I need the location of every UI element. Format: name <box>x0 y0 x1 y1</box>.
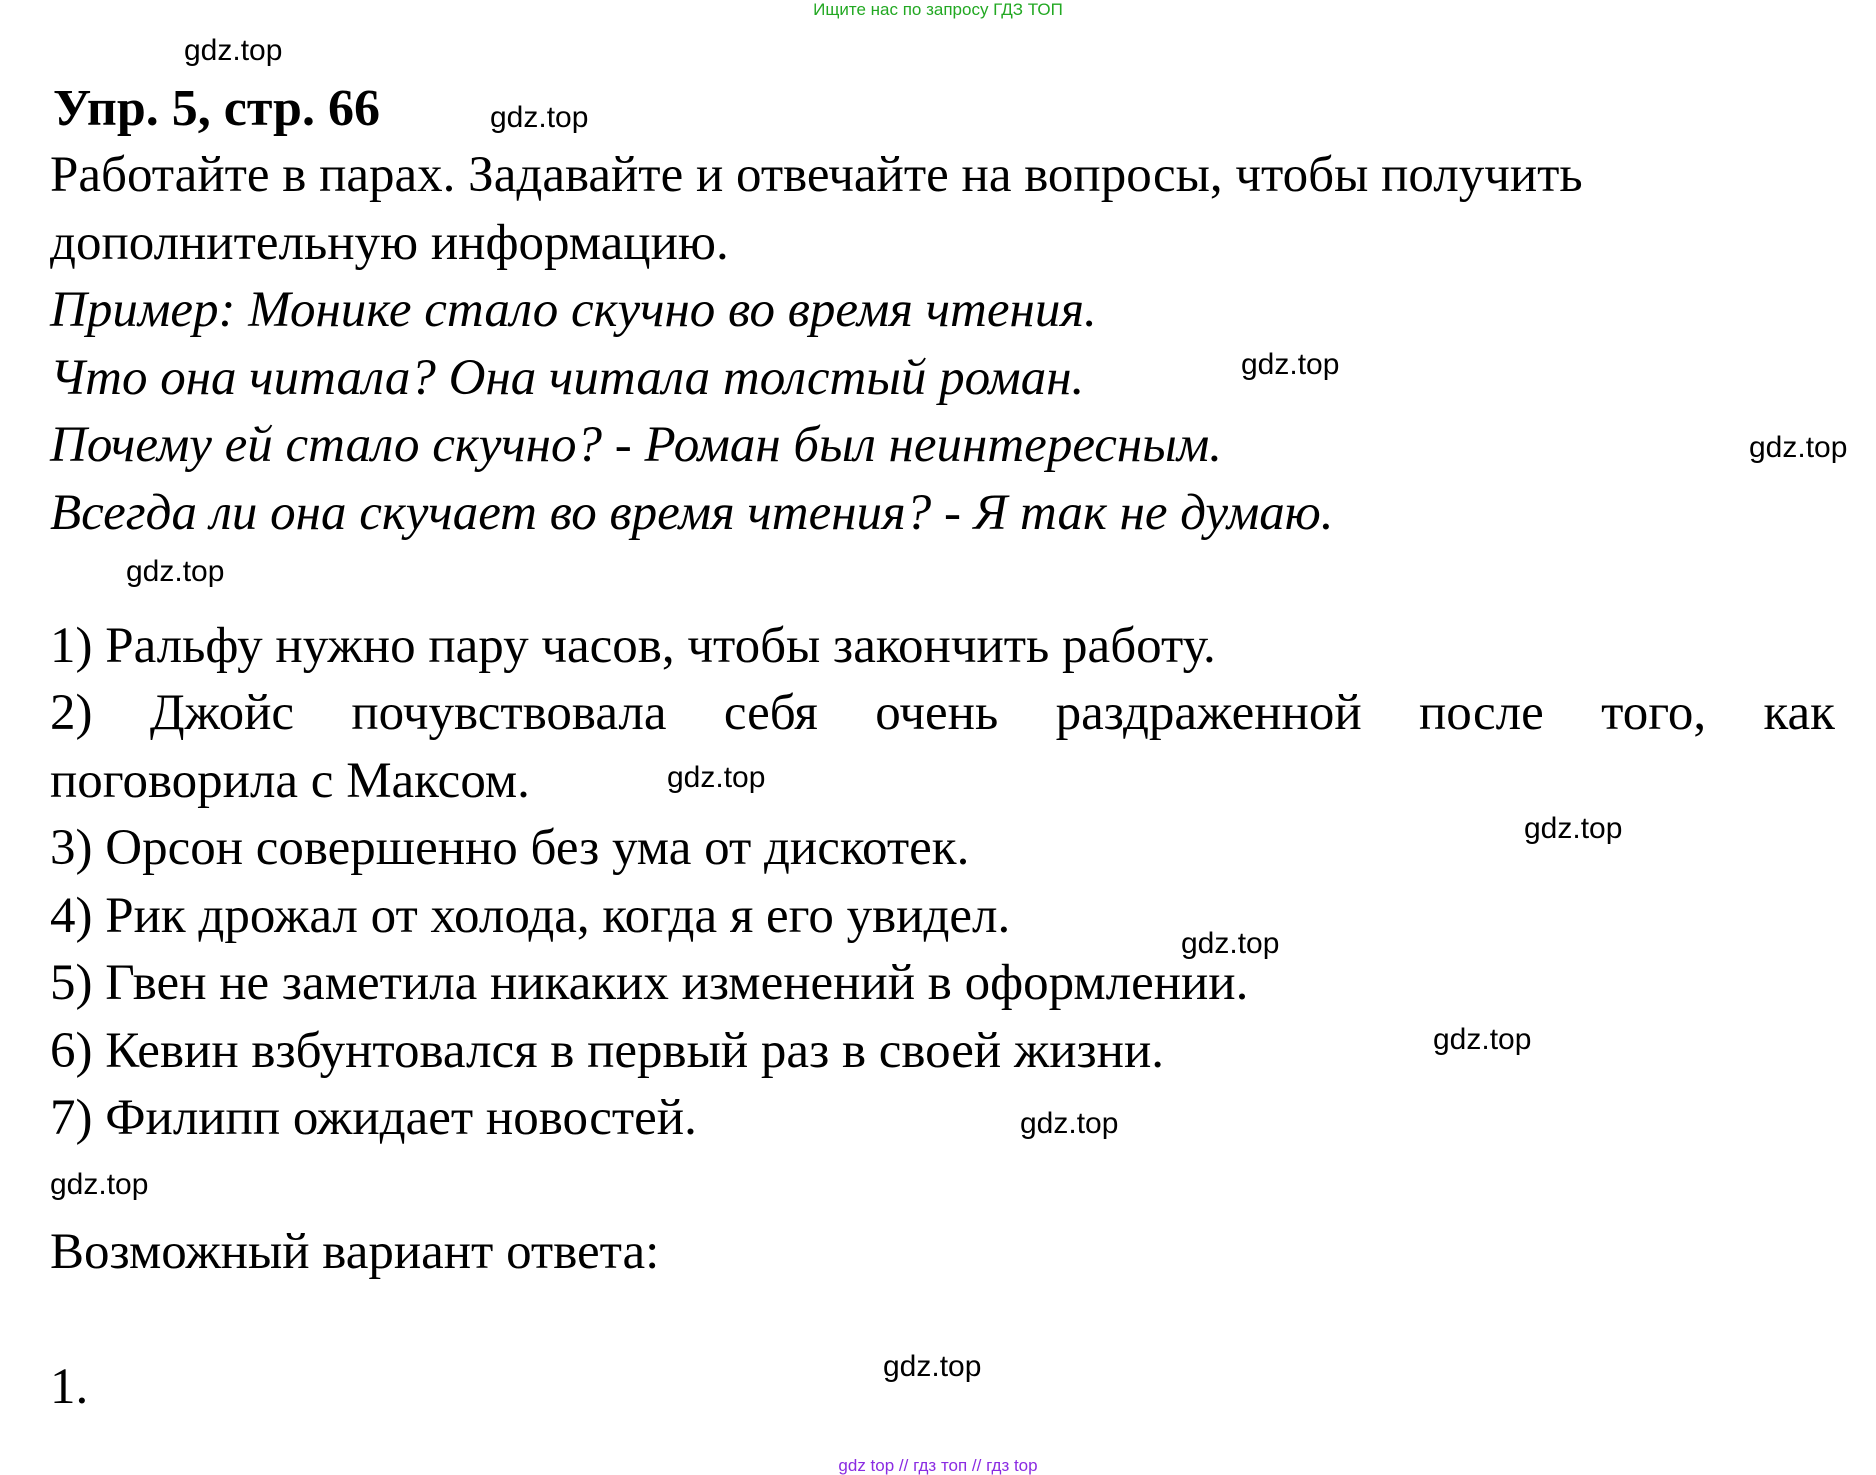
answer-label: Возможный вариант ответа: <box>50 1224 660 1280</box>
item-2-word: как <box>1763 685 1835 741</box>
item-2-word: очень <box>875 685 999 741</box>
item-7: 7) Филипп ожидает новостей. <box>50 1090 697 1146</box>
item-2-line-1 <box>50 685 1835 741</box>
example-line: Почему ей стало скучно? - Роман был неинтересным. <box>50 417 1223 473</box>
watermark: gdz.top <box>1181 927 1280 960</box>
watermark: gdz.top <box>1433 1023 1532 1056</box>
search-banner: Ищите нас по запросу ГДЗ ТОП <box>813 0 1063 19</box>
watermark: gdz.top <box>490 101 589 134</box>
instruction-line-1: Работайте в парах. Задавайте и отвечайте на вопросы, чтобы получить <box>50 147 1583 203</box>
watermark: gdz.top <box>1749 431 1848 464</box>
footer-links[interactable]: gdz top // гдз топ // гдз top <box>838 1456 1038 1475</box>
exercise-title: Упр. 5, стр. 66 <box>53 80 380 137</box>
item-4: 4) Рик дрожал от холода, когда я его увидел. <box>50 888 1011 944</box>
item-1: 1) Ральфу нужно пару часов, чтобы закончить работу. <box>50 618 1216 674</box>
item-6: 6) Кевин взбунтовался в первый раз в своей жизни. <box>50 1023 1164 1079</box>
item-2-word: Джойс <box>149 685 295 741</box>
watermark: gdz.top <box>883 1350 982 1383</box>
item-2-word: после <box>1418 685 1544 741</box>
watermark: gdz.top <box>1020 1107 1119 1140</box>
answer-number: 1. <box>50 1359 89 1415</box>
watermark: gdz.top <box>1241 348 1340 381</box>
item-2-word: почувствовала <box>351 685 667 741</box>
item-2-word: раздраженной <box>1055 685 1362 741</box>
instruction-line-2: дополнительную информацию. <box>50 215 729 271</box>
item-2-word: 2) <box>50 685 93 741</box>
watermark: gdz.top <box>126 555 225 588</box>
item-5: 5) Гвен не заметила никаких изменений в оформлении. <box>50 955 1249 1011</box>
item-2-word: того, <box>1601 685 1707 741</box>
item-2-word: себя <box>723 685 818 741</box>
item-3: 3) Орсон совершенно без ума от дискотек. <box>50 820 970 876</box>
example-line: Что она читала? Она читала толстый роман. <box>50 350 1085 406</box>
watermark: gdz.top <box>1524 812 1623 845</box>
watermark: gdz.top <box>667 761 766 794</box>
example-line: Всегда ли она скучает во время чтения? - Я так не думаю. <box>50 485 1334 541</box>
watermark: gdz.top <box>184 34 283 67</box>
example-line: Пример: Монике стало скучно во время чтения. <box>50 282 1097 338</box>
item-2-line-2: поговорила с Максом. <box>50 753 530 809</box>
watermark: gdz.top <box>50 1168 149 1201</box>
